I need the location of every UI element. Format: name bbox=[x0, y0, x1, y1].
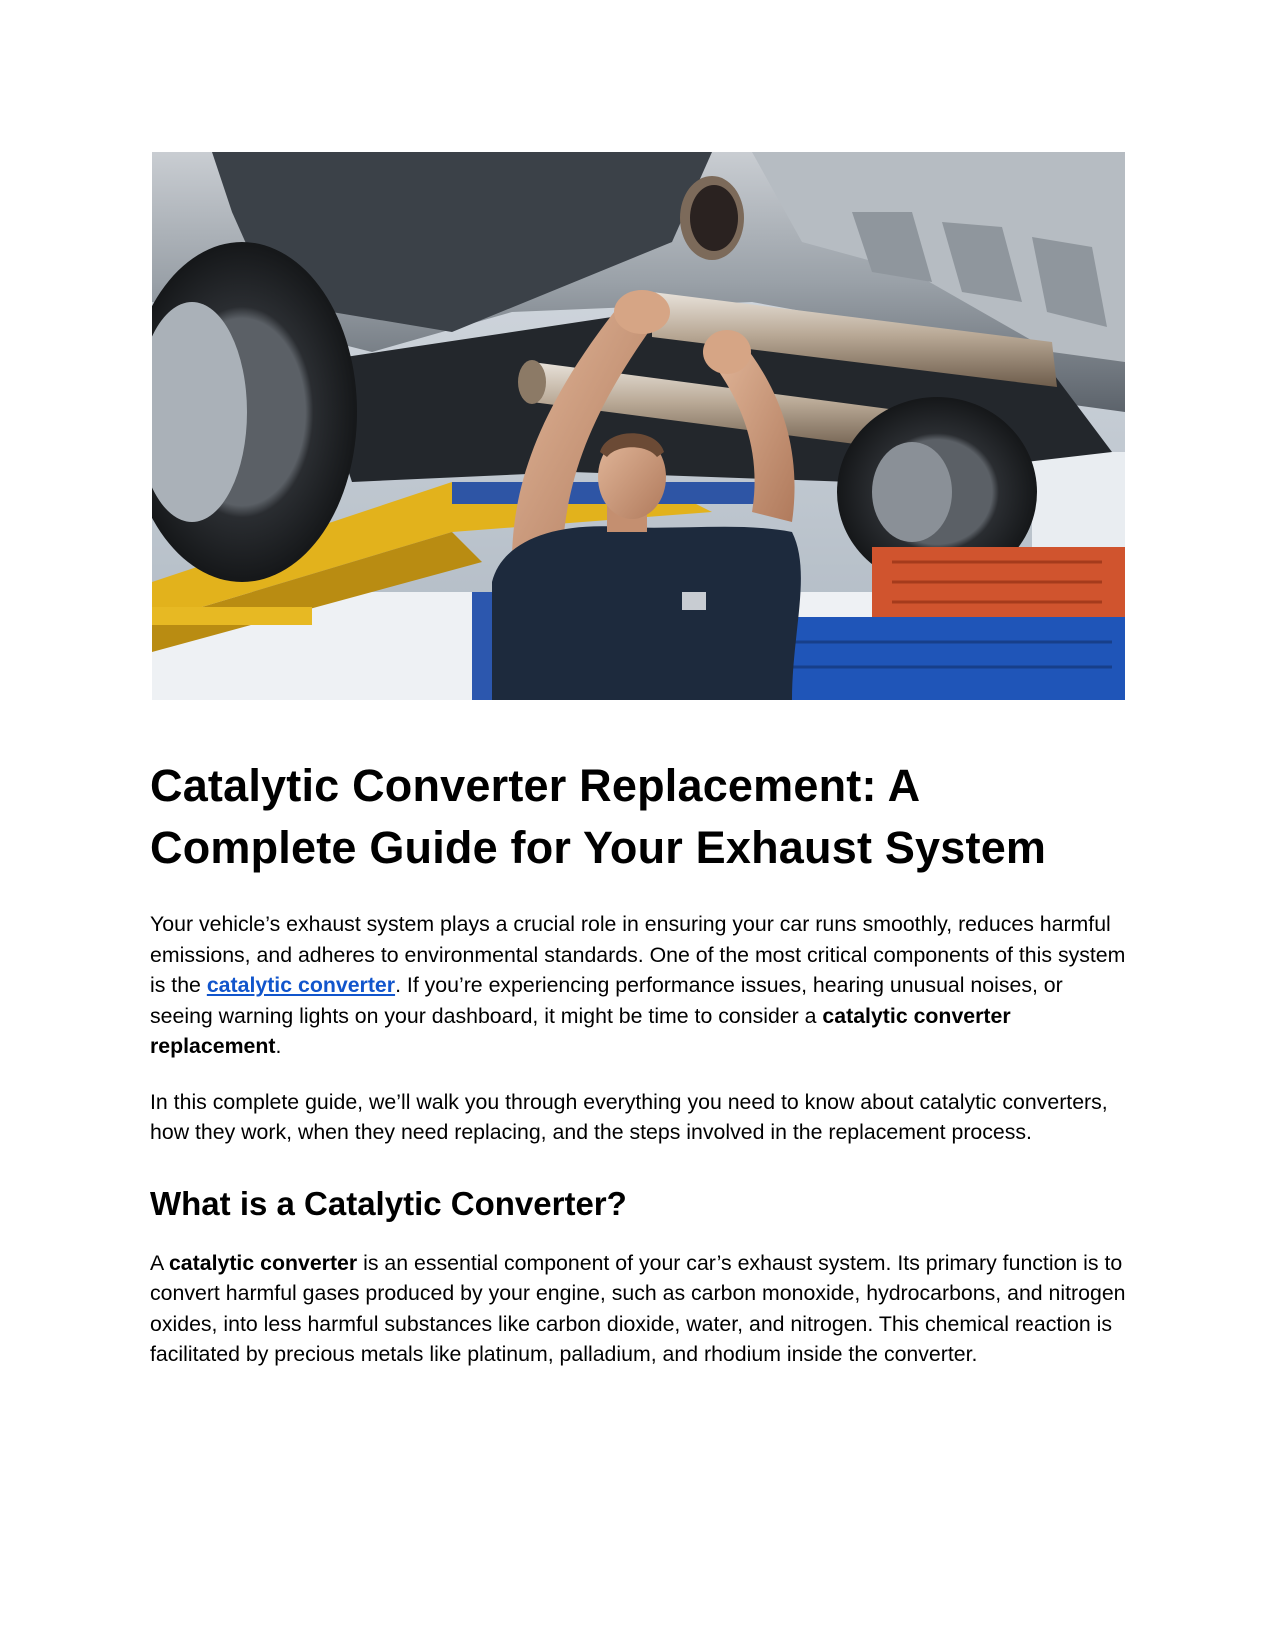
intro-text-3: . bbox=[275, 1034, 282, 1058]
definition-bold-term: catalytic converter bbox=[168, 1250, 358, 1275]
definition-lead: A bbox=[150, 1250, 169, 1275]
definition-paragraph bbox=[150, 1248, 1130, 1370]
section-heading-what-is: What is a Catalytic Converter? bbox=[150, 1184, 627, 1222]
intro-text-1: Your vehicle’s exhaust system plays a crucial role in ensuring your car runs smoothly, reduces harmful emissions, and adheres to environmental standards. One of the most critical components of this system is the bbox=[150, 912, 1126, 997]
mechanic-under-car-photo bbox=[152, 152, 1125, 700]
article-body bbox=[150, 755, 1130, 1370]
intro-text-2: . If you’re experiencing performance issues, hearing unusual noises, or seeing warning lights on your dashboard, it might be time to consider a bbox=[150, 973, 1063, 1028]
intro-paragraph bbox=[150, 909, 1130, 1062]
definition-body: is an essential component of your car’s exhaust system. Its primary function is to convert harmful gases produced by your engine, such as carbon monoxide, hydrocarbons, and nitrogen oxides, into less harmful substances like carbon dioxide, water, and nitrogen. This chemical reaction is facilitated by precious metals like platinum, palladium, and rhodium inside the converter. bbox=[150, 1250, 1126, 1366]
hero-image bbox=[152, 152, 1125, 700]
intro-bold-term: catalytic converter replacement bbox=[150, 1003, 1011, 1058]
catalytic-converter-link[interactable]: catalytic converter bbox=[206, 973, 396, 997]
guide-paragraph: In this complete guide, we’ll walk you through everything you need to know about catalytic converters, how they work, when they need replacing, and the steps involved in the replacement process. bbox=[150, 1089, 1108, 1144]
article-title: Catalytic Converter Replacement: A Complete Guide for Your Exhaust System bbox=[150, 760, 1047, 873]
